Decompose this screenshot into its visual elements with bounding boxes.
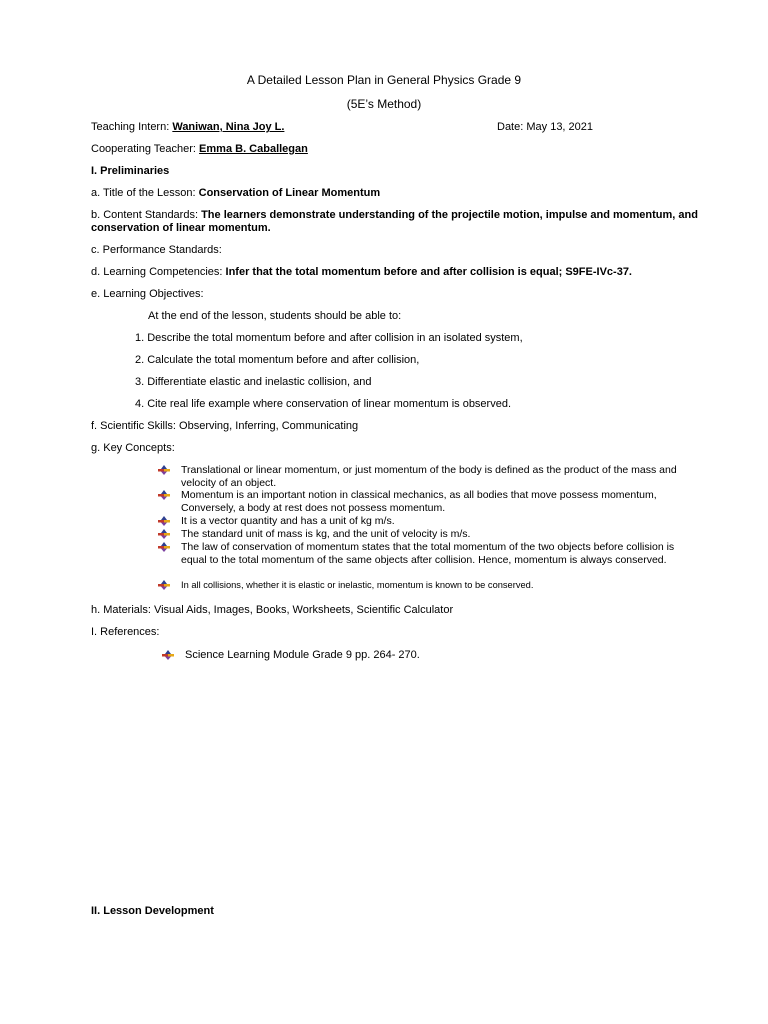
- key-concept-text: Momentum is an important notion in classical mechanics, as all bodies that move possess momentum, Conversely, a body at rest does not possess momentum.: [181, 489, 657, 514]
- bullet-icon: [162, 650, 174, 660]
- key-concept-text: In all collisions, whether it is elastic or inelastic, momentum is known to be conserved.: [181, 580, 534, 590]
- key-concept-text: Translational or linear momentum, or just momentum of the body is defined as the product of the mass and velocity of an object.: [181, 464, 677, 489]
- section-preliminaries-heading: I. Preliminaries: [91, 165, 170, 177]
- content-standards: [91, 209, 698, 221]
- lesson-date-value: May 13, 2021: [526, 121, 594, 133]
- scientific-skills: f. Scientific Skills: Observing, Inferring, Communicating: [91, 420, 359, 432]
- bullet-icon: [158, 465, 170, 475]
- key-concept-item: [158, 464, 678, 489]
- bullet-icon: [158, 542, 170, 552]
- learning-competencies-label: d. Learning Competencies:: [91, 266, 226, 278]
- objective-item: 3. Differentiate elastic and inelastic collision, and: [135, 376, 372, 388]
- key-concept-text: It is a vector quantity and has a unit of kg m/s.: [181, 515, 395, 527]
- key-concept-item: [158, 515, 678, 528]
- content-standards-value-line2: conservation of linear momentum.: [91, 222, 271, 234]
- bullet-icon: [158, 529, 170, 539]
- bullet-icon: [158, 516, 170, 526]
- lesson-date-label: Date:: [497, 121, 527, 133]
- learning-competencies: [91, 266, 632, 278]
- document-subtitle: (5E’s Method): [346, 97, 422, 111]
- key-concept-text: The standard unit of mass is kg, and the unit of velocity is m/s.: [181, 528, 471, 540]
- bullet-icon: [158, 490, 170, 500]
- lesson-date: [497, 121, 593, 133]
- key-concept-item: [158, 541, 678, 566]
- key-concept-item: [158, 489, 678, 514]
- key-concept-item: [158, 579, 678, 592]
- reference-text: Science Learning Module Grade 9 pp. 264- 270.: [185, 649, 420, 661]
- cooperating-teacher: [91, 143, 308, 155]
- learning-objectives-label: e. Learning Objectives:: [91, 288, 204, 300]
- document-title: A Detailed Lesson Plan in General Physics Grade 9: [246, 73, 522, 87]
- key-concept-text: The law of conservation of momentum states that the total momentum of the two objects before collision is equal to the total momentum of the same objects after collision. Hence, momentum is always conserved.: [181, 541, 675, 566]
- learning-competencies-value: Infer that the total momentum before and after collision is equal; S9FE-IVc-37.: [225, 266, 632, 278]
- reference-item: [162, 649, 562, 661]
- lesson-title-value: Conservation of Linear Momentum: [198, 187, 381, 199]
- teaching-intern-name: Waniwan, Nina Joy L.: [172, 121, 285, 133]
- bullet-icon: [158, 580, 170, 590]
- cooperating-teacher-name: Emma B. Caballegan: [199, 143, 308, 155]
- key-concept-item: [158, 528, 678, 541]
- section-lesson-development-heading: II. Lesson Development: [91, 905, 214, 917]
- materials: h. Materials: Visual Aids, Images, Books, Worksheets, Scientific Calculator: [91, 604, 454, 616]
- content-standards-value-line1: The learners demonstrate understanding of the projectile motion, impulse and momentum, and: [201, 209, 698, 221]
- references-label: I. References:: [91, 626, 160, 638]
- teaching-intern: [91, 121, 284, 133]
- performance-standards-label: c. Performance Standards:: [91, 244, 222, 256]
- key-concepts-label: g. Key Concepts:: [91, 442, 175, 454]
- learning-objectives-intro: At the end of the lesson, students should be able to:: [148, 310, 402, 322]
- objective-item: 2. Calculate the total momentum before and after collision,: [135, 354, 420, 366]
- objective-item: 4. Cite real life example where conservation of linear momentum is observed.: [135, 398, 512, 410]
- teaching-intern-label: Teaching Intern:: [91, 121, 173, 133]
- cooperating-teacher-label: Cooperating Teacher:: [91, 143, 200, 155]
- objective-item: 1. Describe the total momentum before and after collision in an isolated system,: [135, 332, 523, 344]
- lesson-title-label: a. Title of the Lesson:: [91, 187, 199, 199]
- lesson-title: [91, 187, 380, 199]
- content-standards-label: b. Content Standards:: [91, 209, 202, 221]
